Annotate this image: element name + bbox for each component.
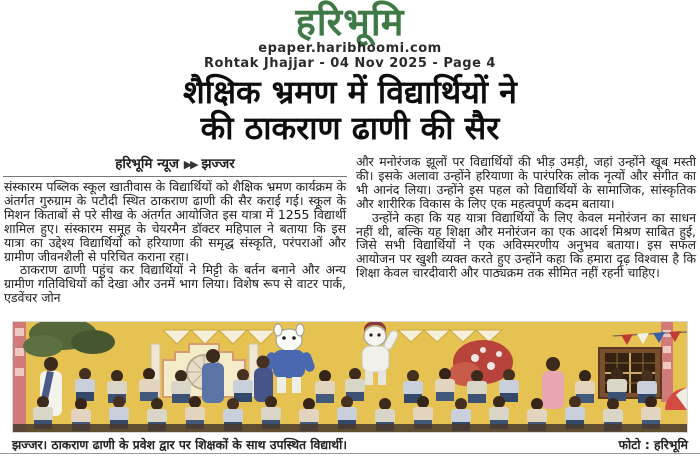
masthead (0, 2, 700, 71)
headline-line-1: शैक्षिक भ्रमण में विद्यार्थियों ने (183, 73, 517, 111)
body-column-left (4, 180, 346, 305)
double-arrow-icon: ▶▶ (183, 158, 197, 171)
paragraph: ठाकराण ढाणी पहुंच कर विद्यार्थियों ने मिट्टी के बर्तन बनाने और अन्य ग्रामीण गतिविधियों को देखा और उनमें भाग लिया। विशेष रूप से वाटर पार्क, एडवेंचर जोन (4, 262, 346, 306)
edition-date-line: Rohtak Jhajjar - 04 Nov 2025 - Page 4 (204, 56, 496, 71)
byline-source: हरिभूमि न्यूज (115, 156, 179, 172)
photo-caption-row (12, 436, 688, 453)
body-column-right (356, 155, 696, 280)
paragraph: और मनोरंजक झूलों पर विद्यार्थियों की भीड़ उमड़ी, जहां उन्होंने खूब मस्ती की। इसके अलावा उन्होंने हरियाणा के पारंपरिक लोक नृत्यों और संगीत का भी आनंद लिया। उन्होंने इस पहल को विद्यार्थियों के सामाजिक, सांस्कृतिक और शारीरिक विकास के लिए एक महत्वपूर्ण कदम बताया। (356, 154, 696, 211)
paragraph: संस्कारम पब्लिक स्कूल खातीवास के विद्यार्थियों को शैक्षिक भ्रमण कार्यक्रम के अंतर्गत गुरुग्राम के पटौदी स्थित ठाकराण ढाणी की सैर कराई गई। स्कूल के मिशन किताबों से परे सीख के अंतर्गत आयोजित इस यात्रा में 1255 विद्यार्थी शामिल हुए। संस्कारम समूह के चेयरमैन डॉक्टर महिपाल ने बताया कि इस यात्रा का उद्देश्य विद्यार्थियों को हरियाणा की समृद्ध संस्कृति, परंपराओं और ग्रामीण जीवनशैली से परिचित कराना रहा। (4, 179, 346, 264)
article-photo (12, 321, 688, 433)
photo-credit: फोटो : हरिभूमि (618, 438, 688, 452)
photo-illustration (13, 322, 687, 432)
article-headline (0, 74, 700, 146)
photo-caption: झज्जर। ठाकराण ढाणी के प्रवेश द्वार पर शिक्षकों के साथ उपस्थित विद्यार्थी। (12, 438, 347, 452)
paragraph: उन्होंने कहा कि यह यात्रा विद्यार्थियों के लिए केवल मनोरंजन का साधन नहीं थी, बल्कि यह शिक्षा और मनोरंजन का एक आदर्श मिश्रण साबित हुई, जिसे सभी विद्यार्थियों ने एक अविस्मरणीय अनुभव बताया। इस सफल आयोजन पर खुशी व्यक्त करते हुए उन्होंने कहा कि हमारा दृढ़ विश्वास है कि शिक्षा केवल चारदीवारी और पाठ्यक्रम तक सीमित नहीं रहनी चाहिए। (356, 209, 696, 281)
headline-line-2: की ठाकराण ढाणी की सैर (200, 109, 500, 147)
newspaper-logo: हरिभूमि (295, 0, 405, 44)
bottom-divider (0, 453, 700, 454)
epaper-url: epaper.haribhoomi.com (258, 41, 442, 56)
byline-location: झज्जर (201, 156, 235, 172)
byline (3, 154, 347, 177)
